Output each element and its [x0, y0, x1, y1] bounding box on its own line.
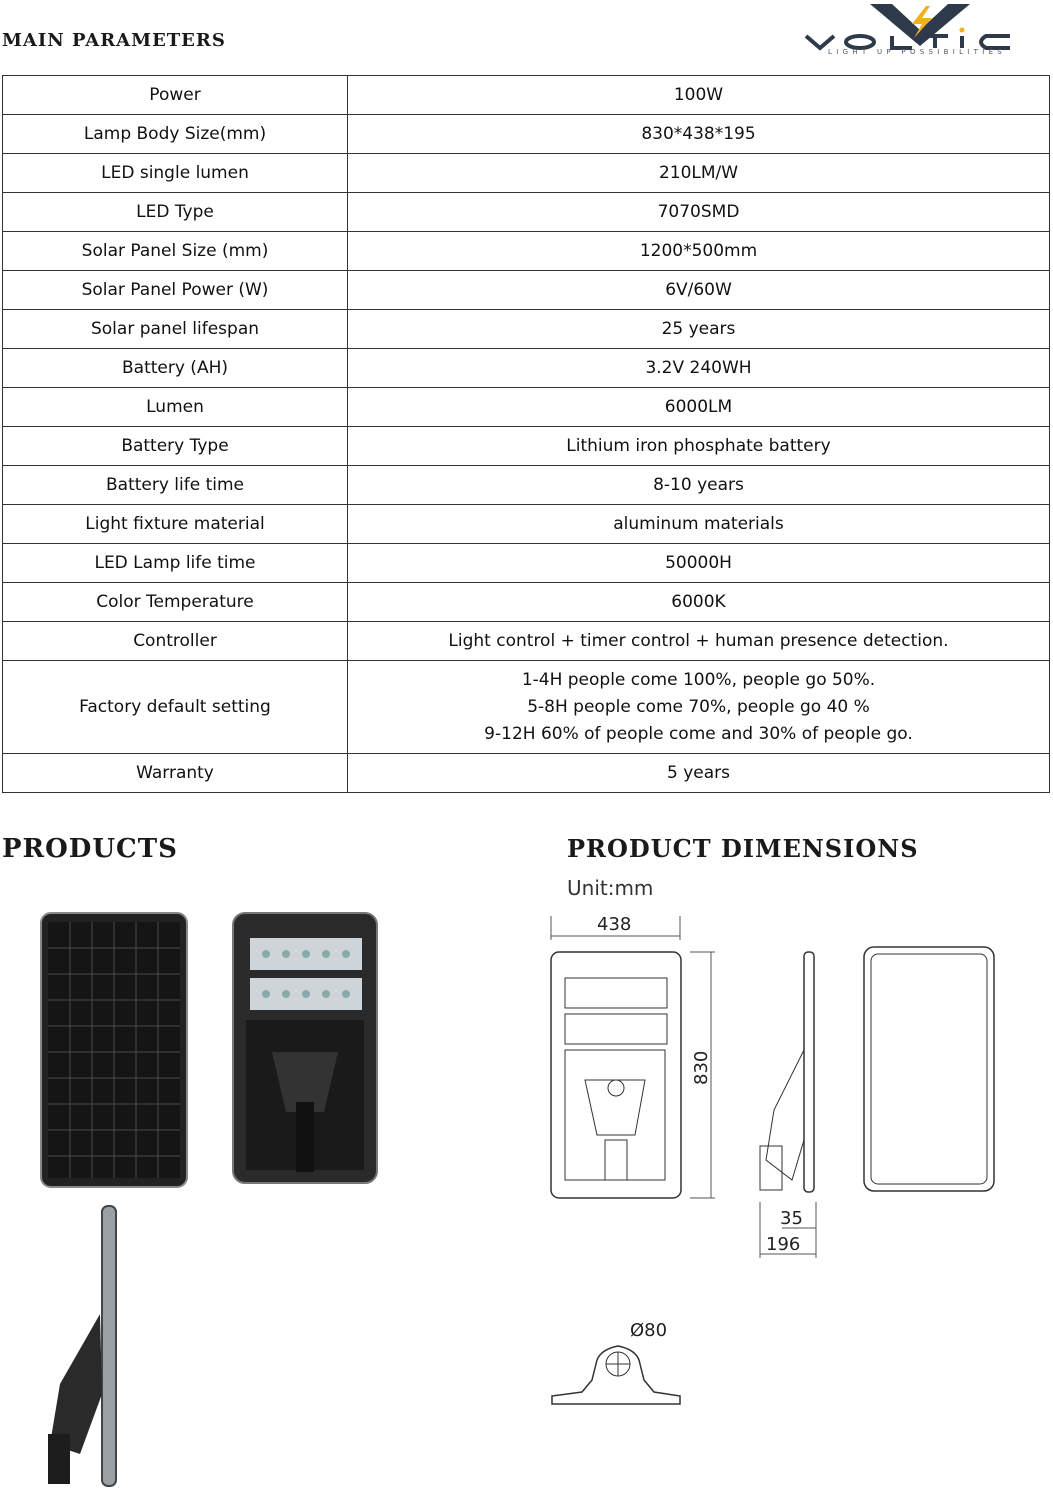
parameter-value: 7070SMD	[348, 193, 1050, 232]
parameter-key: Battery (AH)	[3, 349, 348, 388]
parameter-row	[3, 661, 1050, 754]
parameter-row	[3, 544, 1050, 583]
parameter-row	[3, 388, 1050, 427]
parameter-key: Solar Panel Size (mm)	[3, 232, 348, 271]
unit-label: Unit:mm	[567, 876, 654, 900]
parameter-key: Color Temperature	[3, 583, 348, 622]
parameter-value: Lithium iron phosphate battery	[348, 427, 1050, 466]
parameter-key: Solar Panel Power (W)	[3, 271, 348, 310]
parameter-row	[3, 754, 1050, 793]
parameter-value	[348, 661, 1050, 754]
parameter-row	[3, 115, 1050, 154]
parameter-row	[3, 310, 1050, 349]
dimension-side-drawing	[752, 950, 822, 1260]
parameter-row	[3, 193, 1050, 232]
parameter-value-line: 1-4H people come 100%, people go 50%.	[521, 669, 876, 690]
parameter-row	[3, 583, 1050, 622]
dimension-back-drawing	[862, 945, 996, 1195]
parameter-key: LED Lamp life time	[3, 544, 348, 583]
product-dimensions-heading: PRODUCT DIMENSIONS	[567, 834, 919, 863]
height-label: 830	[691, 1050, 712, 1085]
parameter-value-line: 9-12H 60% of people come and 30% of people go.	[484, 723, 913, 744]
parameters-table	[2, 75, 1050, 793]
parameter-key: LED Type	[3, 193, 348, 232]
parameter-key: Solar panel lifespan	[3, 310, 348, 349]
parameter-row	[3, 349, 1050, 388]
parameter-value: 6000LM	[348, 388, 1050, 427]
parameter-value: 6000K	[348, 583, 1050, 622]
parameter-value-line: 5-8H people come 70%, people go 40 %	[527, 696, 870, 717]
dimension-front-drawing	[545, 910, 720, 1205]
parameter-value: 5 years	[348, 754, 1050, 793]
parameter-value: Light control + timer control + human presence detection.	[348, 622, 1050, 661]
parameter-key: Factory default setting	[3, 661, 348, 754]
parameter-row	[3, 622, 1050, 661]
parameter-row	[3, 505, 1050, 544]
width-label: 438	[597, 914, 632, 935]
parameter-value: 8-10 years	[348, 466, 1050, 505]
parameter-value: aluminum materials	[348, 505, 1050, 544]
parameter-key: Light fixture material	[3, 505, 348, 544]
parameter-key: Warranty	[3, 754, 348, 793]
products-heading: PRODUCTS	[2, 834, 178, 864]
lamp-front-image	[232, 912, 378, 1184]
parameter-value: 25 years	[348, 310, 1050, 349]
main-parameters-heading: MAIN PARAMETERS	[2, 30, 226, 51]
parameter-row	[3, 466, 1050, 505]
parameter-value: 830*438*195	[348, 115, 1050, 154]
parameter-key: Lamp Body Size(mm)	[3, 115, 348, 154]
parameter-key: Lumen	[3, 388, 348, 427]
depth-label: 196	[766, 1234, 801, 1255]
parameter-value: 50000H	[348, 544, 1050, 583]
parameter-key: Battery Type	[3, 427, 348, 466]
depth-small-label: 35	[780, 1208, 803, 1229]
parameter-row	[3, 271, 1050, 310]
parameter-value: 100W	[348, 76, 1050, 115]
lamp-side-image	[40, 1204, 130, 1490]
parameter-value: 6V/60W	[348, 271, 1050, 310]
parameter-key: Power	[3, 76, 348, 115]
parameter-key: Controller	[3, 622, 348, 661]
parameter-key: Battery life time	[3, 466, 348, 505]
parameter-value: 3.2V 240WH	[348, 349, 1050, 388]
parameter-value: 210LM/W	[348, 154, 1050, 193]
parameter-row	[3, 232, 1050, 271]
logo-tagline: LIGHT UP POSSIBILITIES	[828, 48, 1007, 56]
parameter-value: 1200*500mm	[348, 232, 1050, 271]
pole-diameter-label: Ø80	[630, 1320, 668, 1341]
parameter-row	[3, 76, 1050, 115]
solar-panel-image	[40, 912, 188, 1188]
parameter-row	[3, 154, 1050, 193]
parameter-key: LED single lumen	[3, 154, 348, 193]
parameter-row	[3, 427, 1050, 466]
dimension-bottom-drawing	[548, 1312, 684, 1412]
